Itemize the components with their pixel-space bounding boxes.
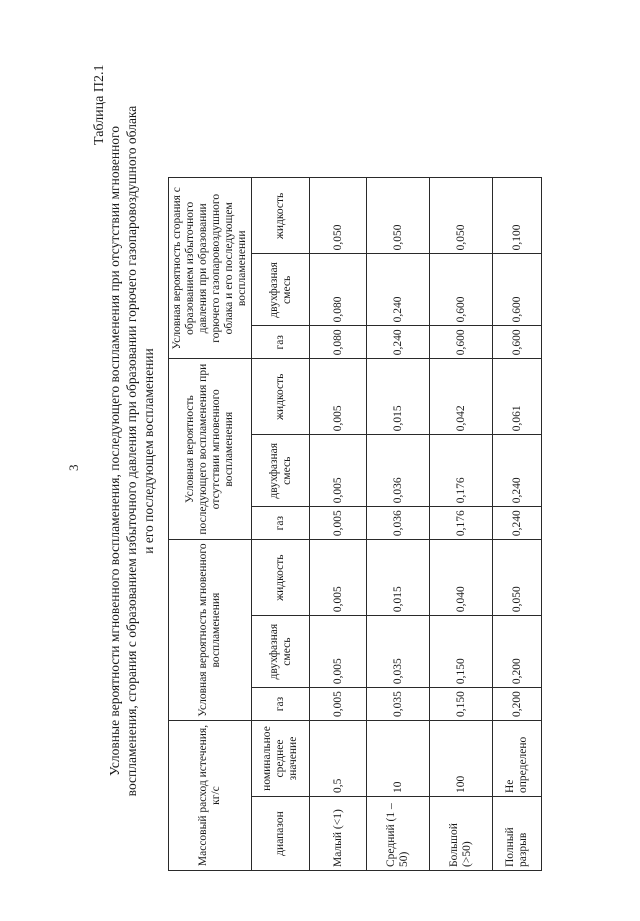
cell-value: 0,036 [367, 435, 430, 507]
header-subsequent-ignition: Условная вероятность последующего воспламенения при отсутствии мгновенного воспламенения [169, 359, 252, 540]
subheader-nominal: номинальное среднее значение [252, 721, 310, 797]
cell-value: 0,035 [367, 688, 430, 721]
cell-value: 0,150 [430, 616, 493, 688]
cell-value: 0,200 [493, 616, 542, 688]
cell-nominal: Не определено [493, 721, 542, 797]
cell-value: 0,176 [430, 435, 493, 507]
subheader-gas: газ [252, 326, 310, 359]
table-row [493, 178, 542, 871]
cell-value: 0,005 [310, 435, 367, 507]
cell-nominal: 10 [367, 721, 430, 797]
table-row [430, 178, 493, 871]
subheader-two-phase: двухфазная смесь [252, 616, 310, 688]
cell-value: 0,042 [430, 359, 493, 435]
cell-value: 0,035 [367, 616, 430, 688]
cell-value: 0,050 [493, 540, 542, 616]
cell-value: 0,050 [430, 178, 493, 254]
cell-value: 0,200 [493, 688, 542, 721]
header-mass-flow: Массовый расход истечения, кг/с [169, 721, 252, 871]
cell-nominal: 0,5 [310, 721, 367, 797]
subheader-liquid: жидкость [252, 540, 310, 616]
subheader-two-phase: двухфазная смесь [252, 435, 310, 507]
cell-range: Средний (1 – 50) [367, 797, 430, 871]
cell-value: 0,240 [367, 254, 430, 326]
table-label: Таблица П2.1 [92, 64, 107, 145]
probability-table [168, 177, 542, 871]
cell-value: 0,005 [310, 688, 367, 721]
cell-value: 0,600 [430, 326, 493, 359]
cell-range: Большой (>50) [430, 797, 493, 871]
cell-value: 0,061 [493, 359, 542, 435]
cell-value: 0,150 [430, 688, 493, 721]
subheader-two-phase: двухфазная смесь [252, 254, 310, 326]
page-number: 3 [66, 464, 81, 471]
cell-value: 0,080 [310, 326, 367, 359]
cell-value: 0,050 [310, 178, 367, 254]
subheader-liquid: жидкость [252, 178, 310, 254]
cell-value: 0,100 [493, 178, 542, 254]
subheader-liquid: жидкость [252, 359, 310, 435]
cell-value: 0,005 [310, 540, 367, 616]
cell-value: 0,005 [310, 359, 367, 435]
cell-value: 0,005 [310, 507, 367, 540]
cell-value: 0,036 [367, 507, 430, 540]
cell-nominal: 100 [430, 721, 493, 797]
cell-value: 0,240 [493, 507, 542, 540]
table-row [310, 178, 367, 871]
cell-value: 0,050 [367, 178, 430, 254]
cell-value: 0,015 [367, 359, 430, 435]
header-overpressure-combustion: Условная вероятность сгорания с образованием избыточного давления при образовании горючего газопаровоздушного облака и его последующем воспламенении [169, 178, 252, 359]
table-caption: Условные вероятности мгновенного воспламенения, последующего воспламенения при отсутствии мгновенного воспламенения, сгорания с образованием избыточного давления при образовании горючего газопаровоздушного облака и его последующем воспламенении [107, 105, 156, 797]
cell-value: 0,600 [493, 326, 542, 359]
cell-value: 0,080 [310, 254, 367, 326]
cell-value: 0,600 [430, 254, 493, 326]
subheader-gas: газ [252, 688, 310, 721]
cell-value: 0,240 [367, 326, 430, 359]
header-instant-ignition: Условная вероятность мгновенного воспламенения [169, 540, 252, 721]
cell-range: Полный разрыв [493, 797, 542, 871]
subheader-range: диапазон [252, 797, 310, 871]
cell-value: 0,005 [310, 616, 367, 688]
cell-value: 0,240 [493, 435, 542, 507]
subheader-gas: газ [252, 507, 310, 540]
cell-range: Малый (<1) [310, 797, 367, 871]
table-row [367, 178, 430, 871]
cell-value: 0,176 [430, 507, 493, 540]
cell-value: 0,015 [367, 540, 430, 616]
cell-value: 0,040 [430, 540, 493, 616]
cell-value: 0,600 [493, 254, 542, 326]
